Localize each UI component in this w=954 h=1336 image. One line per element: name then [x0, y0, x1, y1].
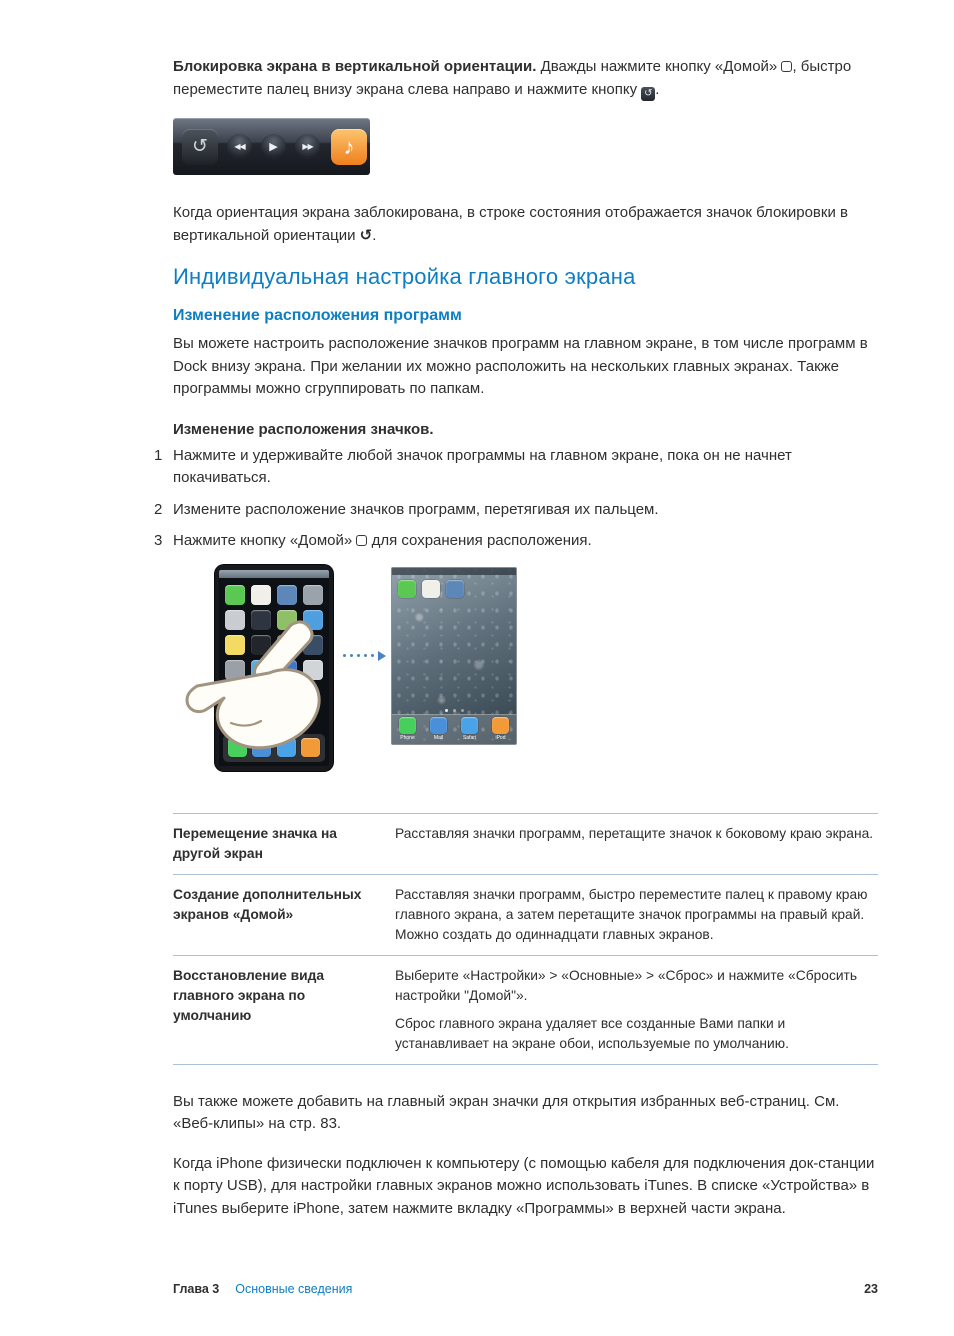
step-text: для сохранения расположения.: [371, 532, 592, 549]
home-button-icon: [781, 61, 792, 72]
task-heading: Изменение расположения значков.: [173, 420, 434, 438]
table-row: [173, 874, 878, 955]
paragraph-itunes: Когда iPhone физически подключен к компьютеру (с помощью кабеля для подключения док-станции к порту USB), для настройки главных экранов можно использовать iTunes. В списке «Устройства» в iTunes выберите iPhone, затем нажмите вкладку «Программы» в верхней части экрана.: [173, 1154, 875, 1217]
play-icon: ▶: [261, 134, 286, 159]
app-icon: [446, 580, 464, 598]
paragraph-status-note: [173, 202, 878, 247]
step-item: [154, 530, 878, 553]
row-value-text: Выберите «Настройки» > «Основные» > «Сброс» и нажмите «Сбросить настройки "Домой"».: [395, 967, 858, 1003]
app-icon: [225, 585, 246, 605]
app-icon: Mail: [430, 717, 447, 742]
row-value: [395, 824, 878, 864]
table-row: [173, 955, 878, 1065]
paragraph-text: , быстро переместите палец внизу экрана слева направо и нажмите кнопку: [173, 58, 852, 98]
paragraph-arrange: Вы можете настроить расположение значков программ на главном экране, в том числе программ в Dock внизу экрана. При желании их можно расположить на нескольких главных экранах. Также программы можно сгруппировать по папкам.: [173, 335, 868, 397]
app-icon: [277, 585, 298, 605]
page-number: 23: [864, 1282, 878, 1296]
step-item: [154, 445, 878, 490]
paragraph-text: .: [372, 226, 377, 244]
row-label: Восстановление вида главного экрана по умолчанию: [173, 967, 325, 1023]
subsection-title: Изменение расположения программ: [173, 307, 462, 324]
paragraph-screen-lock: [173, 56, 878, 101]
table-row: [173, 813, 878, 874]
row-value-text: Расставляя значки программ, перетащите значок к боковому краю экрана.: [395, 825, 874, 841]
row-value-text: Сброс главного экрана удаляет все созданные Вами папки и устанавливает на экране обои, используемые по умолчанию.: [395, 1015, 789, 1051]
figure-rearrange-screens: [215, 565, 878, 783]
step-text: Измените расположение значков программ, перетягивая их пальцем.: [173, 500, 659, 518]
app-icon-row: [392, 575, 516, 598]
app-icon: [398, 580, 416, 598]
app-icon: [422, 580, 440, 598]
home-button-icon: [356, 535, 367, 546]
page-footer: [173, 1282, 878, 1296]
chapter-section-label: Основные сведения: [235, 1282, 353, 1296]
app-icon: Phone: [399, 717, 416, 742]
paragraph-text: Дважды нажмите кнопку «Домой»: [540, 58, 778, 75]
app-icon: Safari: [461, 717, 478, 742]
paragraph-text: Когда ориентация экрана заблокирована, в строке состояния отображается значок блокировки в вертикальной ориентации: [173, 204, 848, 244]
row-value: [395, 966, 878, 1054]
step-text: Нажмите кнопку «Домой»: [173, 532, 353, 549]
paragraph-text: .: [655, 80, 660, 98]
paragraph-webclips: Вы также можете добавить на главный экран значки для открытия избранных веб-страниц. См. «Веб-клипы» на стр. 83.: [173, 1092, 840, 1132]
steps-list: [154, 445, 878, 553]
row-label: Перемещение значка на другой экран: [173, 825, 337, 861]
section-title: Индивидуальная настройка главного экрана: [173, 264, 636, 289]
rotation-lock-button-icon: ↺: [641, 87, 655, 101]
status-bar: [392, 568, 516, 575]
screen-lock-runin-heading: Блокировка экрана в вертикальной ориентации.: [173, 58, 537, 75]
phone-screen-right: [391, 567, 517, 745]
app-icon: [302, 585, 323, 605]
step-text: Нажмите и удерживайте любой значок программы на главном экране, пока он не начнет покачиваться.: [173, 446, 792, 486]
step-item: [154, 499, 878, 522]
portrait-lock-status-icon: ↺: [359, 226, 373, 244]
app-icon: iPod: [492, 717, 509, 742]
row-label: Создание дополнительных экранов «Домой»: [173, 886, 362, 922]
pointing-hand-illustration: [169, 619, 339, 781]
step-number: 2: [154, 500, 163, 518]
dock: [392, 714, 516, 744]
row-value: [395, 885, 878, 945]
orientation-lock-icon: ↺: [182, 129, 218, 165]
app-icon: [251, 585, 272, 605]
chapter-label: Глава 3: [173, 1282, 220, 1296]
status-bar: [219, 570, 329, 578]
previous-track-icon: ◀◀: [227, 134, 252, 159]
row-value-text: Расставляя значки программ, быстро переместите палец к правому краю главного экрана, а затем перетащите значок программы на правый край. Можно создать до одиннадцати главных экранов.: [395, 886, 868, 942]
next-track-icon: ▶▶: [295, 134, 320, 159]
reference-table: [173, 813, 878, 1065]
page-dots: [392, 709, 516, 712]
step-number: 3: [154, 532, 163, 549]
arrowhead-icon: [378, 651, 386, 661]
music-app-icon: ♪: [331, 129, 367, 165]
drag-direction-arrow: [343, 651, 386, 661]
figure-multitask-bar: [173, 118, 370, 175]
step-number: 1: [154, 446, 163, 464]
